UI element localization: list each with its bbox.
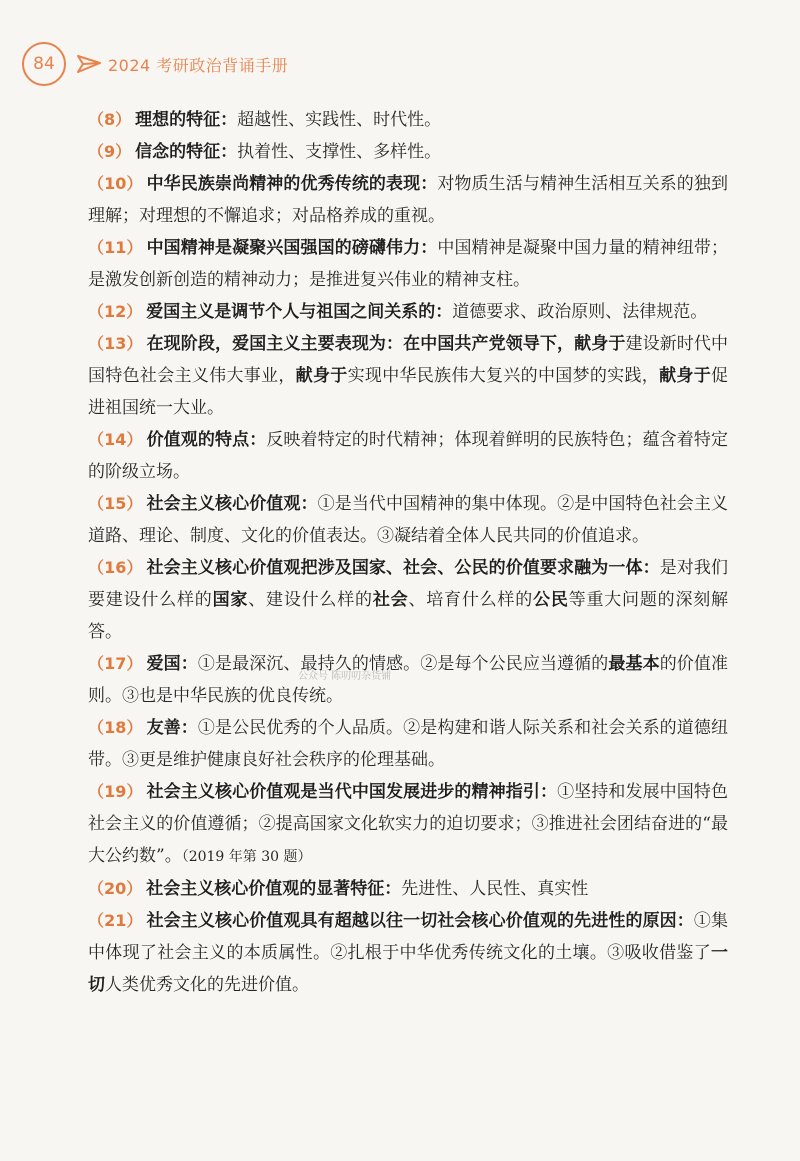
item-number: （17）	[88, 654, 143, 673]
bold-text: 社会	[372, 590, 409, 610]
list-item	[88, 488, 728, 552]
item-number: （19）	[88, 782, 143, 801]
item-number: （15）	[88, 494, 143, 513]
item-number: （12）	[88, 302, 143, 321]
bold-text: 社会主义核心价值观具有超越以往一切社会核心价值观的先进性的原因：	[146, 911, 694, 931]
bold-text: 信念的特征：	[135, 142, 238, 162]
list-item	[88, 136, 728, 168]
list-item	[88, 552, 728, 648]
bold-text: 社会主义核心价值观是当代中国发展进步的精神指引：	[146, 782, 558, 802]
body-text: 、建设什么样的	[248, 590, 373, 610]
list-item	[88, 648, 728, 712]
body-text: ①集中体现了社会主义的本质属性。②扎根于中华优秀传统文化的土壤。③吸收借鉴了	[88, 911, 728, 963]
list-item	[88, 232, 728, 296]
body-text: 对物质生活与精神生活相互关系的独到理解；对理想的不懈追求；对品格养成的重视。	[88, 174, 728, 226]
bold-text: 中国精神是凝聚兴国强国的磅礴伟力：	[146, 238, 438, 258]
page-number: 84	[22, 42, 66, 86]
bold-text: 社会主义核心价值观把涉及国家、社会、公民的价值要求融为一体：	[146, 558, 660, 578]
body-text: 实现中华民族伟大复兴的中国梦的实践，	[347, 366, 660, 386]
list-item	[88, 104, 728, 136]
body-text: 道德要求、政治原则、法律规范。	[452, 302, 708, 322]
body-text: 超越性、实践性、时代性。	[237, 110, 442, 130]
bold-text: 友善：	[146, 718, 198, 738]
body-text: 反映着特定的时代精神；体现着鲜明的民族特色；蕴含着特定的阶级立场。	[88, 430, 728, 482]
bold-text: 爱国：	[146, 654, 198, 674]
list-item	[88, 873, 728, 905]
list-item	[88, 776, 728, 873]
list-item	[88, 296, 728, 328]
bold-text: 爱国主义是调节个人与祖国之间关系的：	[146, 302, 453, 322]
bold-text: 公民	[533, 590, 569, 610]
list-item	[88, 328, 728, 424]
bold-text: 献身于	[659, 366, 712, 386]
body-text: ①是最深沉、最持久的情感。②是每个公民应当遵循的	[197, 654, 609, 674]
bold-text: 价值观的特点：	[146, 430, 267, 450]
body-text: 先进性、人民性、真实性	[401, 879, 589, 899]
body-text: 促进祖国统一大业。	[88, 366, 729, 418]
page-content	[88, 104, 728, 1001]
body-text: ①坚持和发展中国特色社会主义的价值遵循；②提高国家文化软实力的迫切要求；③推进社会团结奋进的“最大公约数”。	[88, 782, 728, 866]
list-item	[88, 712, 728, 776]
book-title: 2024 考研政治背诵手册	[108, 55, 289, 75]
body-text: 的价值准则。③也是中华民族的优良传统。	[88, 654, 728, 706]
body-text: 、培育什么样的	[408, 590, 534, 610]
item-number: （10）	[88, 174, 143, 193]
item-number: （18）	[88, 718, 143, 737]
body-text: 建设新时代中国特色社会主义伟大事业，	[88, 334, 729, 386]
item-number: （20）	[88, 879, 143, 898]
item-number: （16）	[88, 558, 143, 577]
bold-text: 社会主义核心价值观的显著特征：	[146, 879, 402, 899]
body-text: ①是当代中国精神的集中体现。②是中国特色社会主义道路、理论、制度、文化的价值表达。③凝结着全体人民共同的价值追求。	[88, 494, 728, 546]
bold-text: 中华民族崇尚精神的优秀传统的表现：	[146, 174, 438, 194]
bold-text: 最基本	[608, 654, 660, 674]
bold-text: 社会主义核心价值观：	[146, 494, 318, 514]
item-number: （13）	[88, 334, 143, 353]
watermark: 公众号 陈叨叨杂货铺	[298, 671, 392, 682]
body-text: 执着性、支撑性、多样性。	[237, 142, 442, 162]
item-number: （11）	[88, 238, 143, 257]
list-item	[88, 905, 728, 1001]
bold-text: 在现阶段，爱国主义主要表现为：在中国共产党领导下，献身于	[146, 334, 626, 354]
bold-text: 理想的特征：	[135, 110, 238, 130]
bold-text: 献身于	[295, 366, 348, 386]
item-number: （8）	[88, 110, 132, 129]
body-text: 是对我们要建设什么样的	[88, 558, 728, 610]
list-item	[88, 424, 728, 488]
item-number: （21）	[88, 911, 143, 930]
bold-text: 一切	[88, 943, 728, 995]
item-number: （14）	[88, 430, 143, 449]
body-text: 人类优秀文化的先进价值。	[105, 975, 309, 995]
bold-text: 国家	[212, 590, 249, 610]
body-text: ①是公民优秀的个人品质。②是构建和谐人际关系和社会关系的道德纽带。③更是维护健康良好社会秩序的伦理基础。	[88, 718, 728, 770]
list-item	[88, 168, 728, 232]
body-text: 等重大问题的深刻解答。	[88, 590, 729, 642]
item-number: （9）	[88, 142, 132, 161]
paper-plane-icon	[76, 53, 102, 75]
page-header	[22, 40, 288, 88]
body-text: 中国精神是凝聚中国力量的精神纽带；是激发创新创造的精神动力；是推进复兴伟业的精神支柱。	[88, 238, 728, 290]
source-note: （2019 年第 30 题）	[181, 849, 312, 865]
